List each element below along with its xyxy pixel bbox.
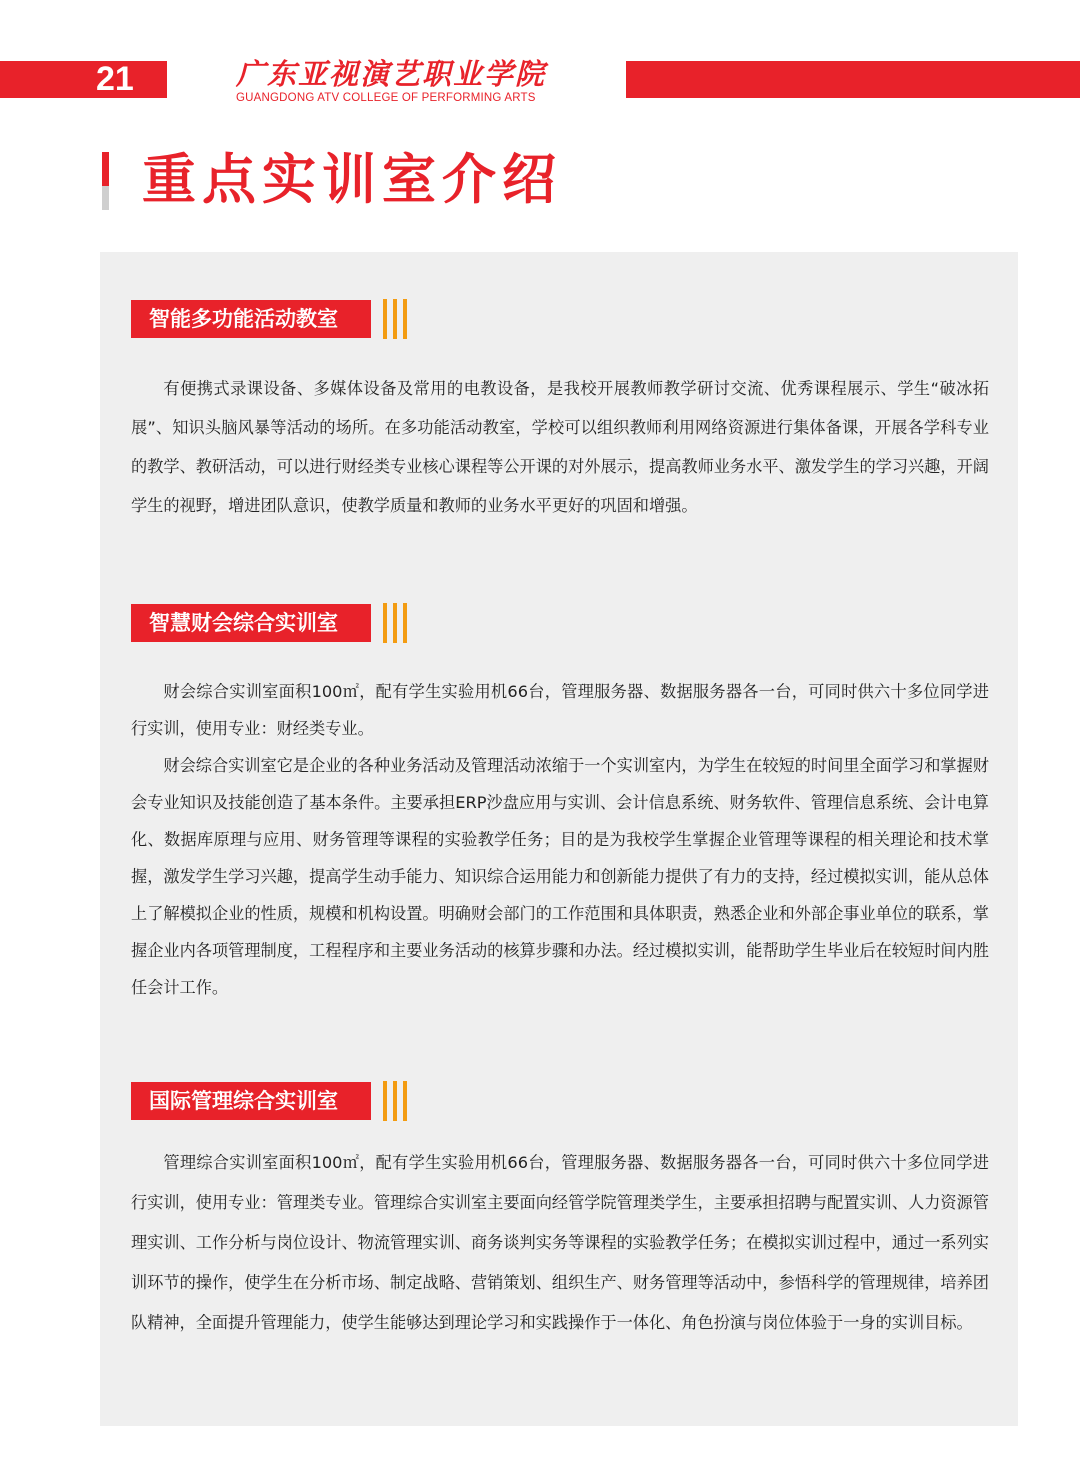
paragraph: 有便携式录课设备、多媒体设备及常用的电教设备，是我校开展教师教学研讨交流、优秀课程展示、学生“破冰拓展”、知识头脑风暴等活动的场所。在多功能活动教室，学校可以组织教师利用网络资源进行集体备课，开展各学科专业的教学、教研活动，可以进行财经类专业核心课程等公开课的对外展示，提高教师业务水平、激发学生的学习兴趣，开阔学生的视野，增进团队意识，使教学质量和教师的业务水平更好的巩固和增强。	[131, 379, 989, 515]
section-header	[131, 300, 407, 338]
college-logo-chinese: 广东亚视演艺职业学院	[236, 57, 547, 91]
page-number: 21	[96, 60, 134, 98]
section-body	[131, 1143, 989, 1343]
title-accent-bar	[102, 152, 109, 186]
section-label: 国际管理综合实训室	[131, 1082, 371, 1120]
content-panel	[100, 252, 1018, 1426]
bars-decoration-icon	[383, 299, 407, 339]
section-body	[131, 673, 989, 1006]
title-accent-shadow	[102, 186, 109, 210]
header-bar-right	[626, 61, 1080, 98]
bars-decoration-icon	[383, 603, 407, 643]
paragraph: 财会综合实训室面积100㎡，配有学生实验用机66台，管理服务器、数据服务器各一台，可同时供六十多位同学进行实训，使用专业：财经类专业。	[131, 682, 989, 738]
paragraph: 管理综合实训室面积100㎡，配有学生实验用机66台，管理服务器、数据服务器各一台，可同时供六十多位同学进行实训，使用专业：管理类专业。管理综合实训室主要面向经管学院管理类学生，主要承担招聘与配置实训、人力资源管理实训、工作分析与岗位设计、物流管理实训、商务谈判实务等课程的实验教学任务；在模拟实训过程中，通过一系列实训环节的操作，使学生在分析市场、制定战略、营销策划、组织生产、财务管理等活动中，参悟科学的管理规律，培养团队精神，全面提升管理能力，使学生能够达到理论学习和实践操作于一体化、角色扮演与岗位体验于一身的实训目标。	[131, 1153, 989, 1332]
section-label: 智慧财会综合实训室	[131, 604, 371, 642]
page-title: 重点实训室介绍	[142, 148, 562, 211]
section-header	[131, 1082, 407, 1120]
section-header	[131, 604, 407, 642]
section-label: 智能多功能活动教室	[131, 300, 371, 338]
paragraph: 财会综合实训室它是企业的各种业务活动及管理活动浓缩于一个实训室内，为学生在较短的时间里全面学习和掌握财会专业知识及技能创造了基本条件。主要承担ERP沙盘应用与实训、会计信息系统、财务软件、管理信息系统、会计电算化、数据库原理与应用、财务管理等课程的实验教学任务；目的是为我校学生掌握企业管理等课程的相关理论和技术掌握，激发学生学习兴趣，提高学生动手能力、知识综合运用能力和创新能力提供了有力的支持，经过模拟实训，能从总体上了解模拟企业的性质，规模和机构设置。明确财会部门的工作范围和具体职责，熟悉企业和外部企事业单位的联系，掌握企业内各项管理制度，工程程序和主要业务活动的核算步骤和办法。经过模拟实训，能帮助学生毕业后在较短时间内胜任会计工作。	[131, 756, 989, 997]
bars-decoration-icon	[383, 1081, 407, 1121]
college-logo-english: GUANGDONG ATV COLLEGE OF PERFORMING ARTS	[236, 92, 536, 104]
section-body	[131, 369, 989, 525]
